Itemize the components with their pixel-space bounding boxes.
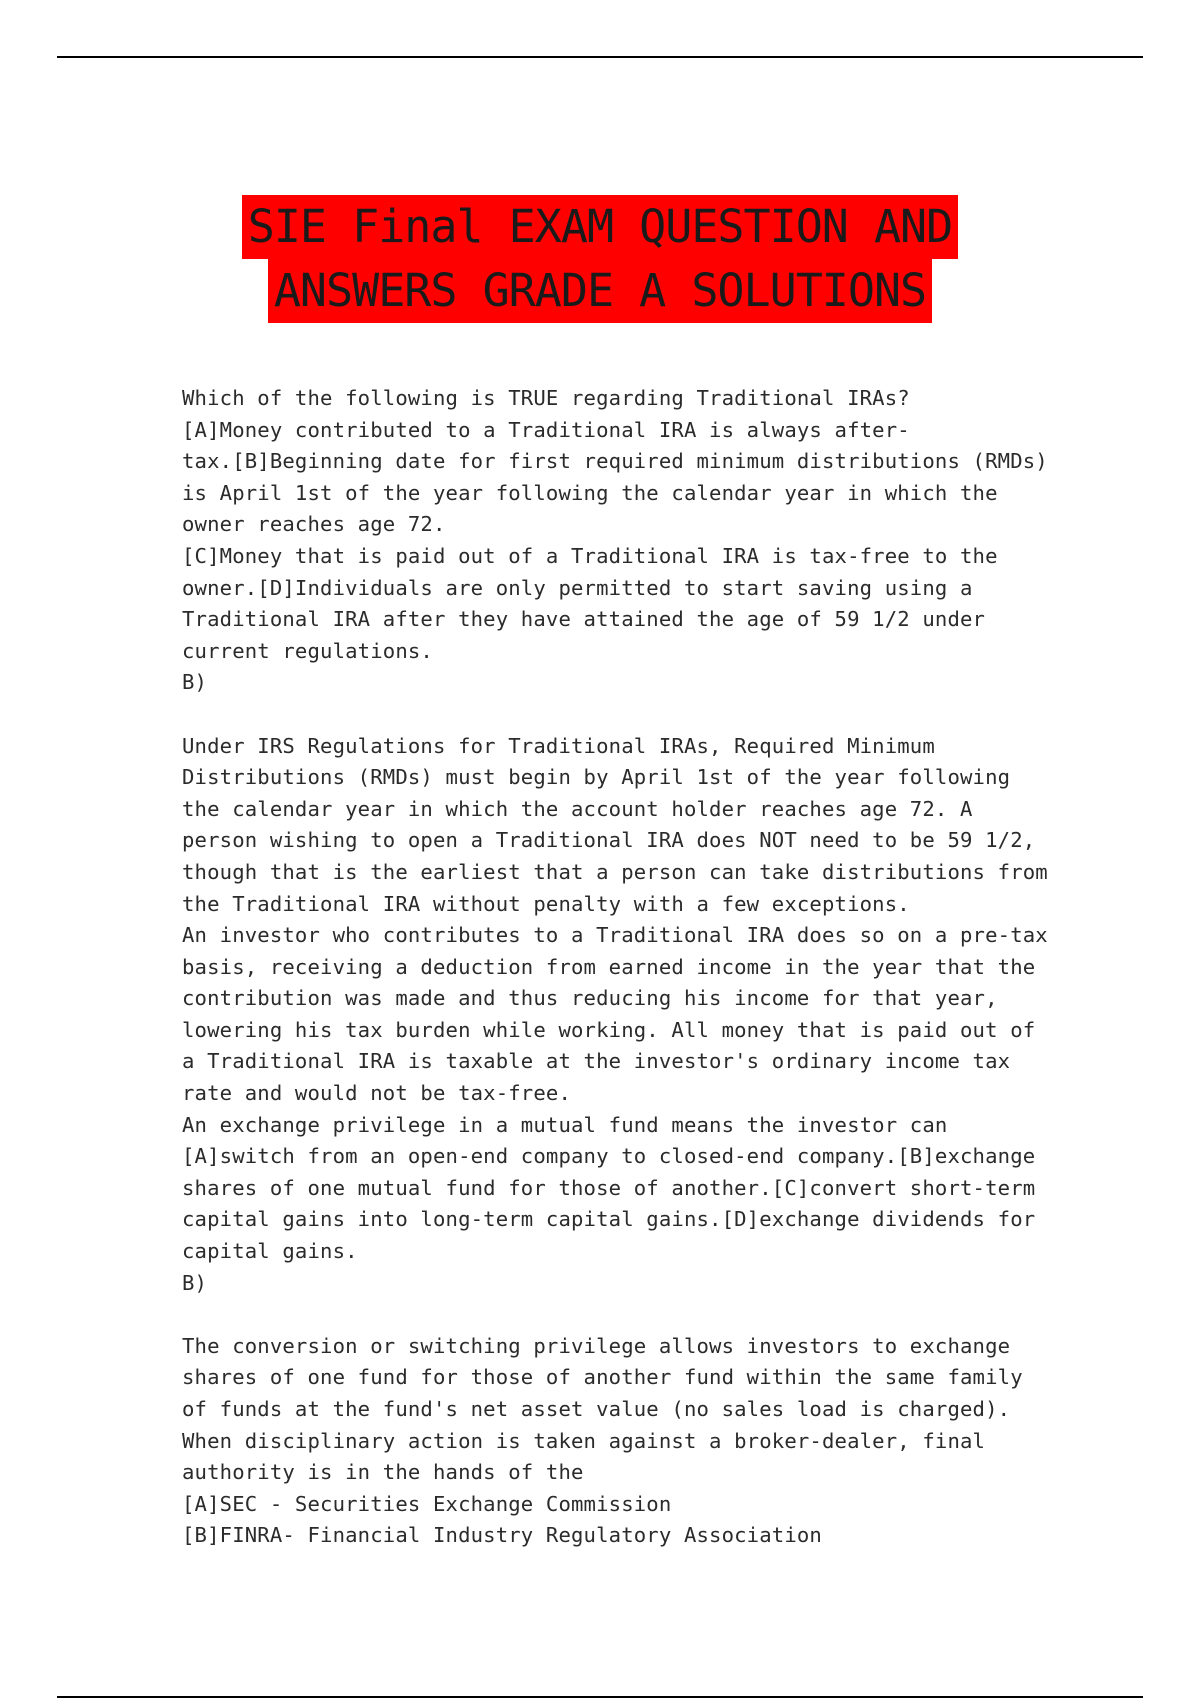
- text-line: tax.[B]Beginning date for first required minimum distributions (RMDs): [182, 449, 1048, 474]
- title-line-1: SIE Final EXAM QUESTION AND: [242, 195, 959, 259]
- text-line: Under IRS Regulations for Traditional IRAs, Required Minimum: [182, 733, 935, 758]
- text-line: [A]SEC - Securities Exchange Commission: [182, 1491, 672, 1516]
- text-line: [A]Money contributed to a Traditional IRA is always after-: [182, 417, 910, 442]
- text-line: [A]switch from an open-end company to closed-end company.[B]exchange: [182, 1144, 1036, 1169]
- text-line: of funds at the fund's net asset value (no sales load is charged).: [182, 1397, 1011, 1421]
- document-body: [182, 383, 1048, 1552]
- text-line: shares of one fund for those of another fund within the same family: [182, 1365, 1023, 1390]
- text-line: An investor who contributes to a Traditional IRA does so on a pre-tax: [182, 923, 1048, 948]
- text-line: basis, receiving a deduction from earned income in the year that the: [182, 954, 1036, 979]
- text-line: current regulations.: [182, 638, 433, 663]
- text-line: lowering his tax burden while working. All money that is paid out of: [182, 1017, 1036, 1042]
- text-line: capital gains.: [182, 1239, 358, 1264]
- title-line-2: ANSWERS GRADE A SOLUTIONS: [268, 259, 932, 323]
- header-rule: [57, 56, 1143, 58]
- text-line: An exchange privilege in a mutual fund means the investor can: [182, 1112, 948, 1137]
- text-line: rate and would not be tax-free.: [182, 1081, 572, 1106]
- text-line: B): [182, 670, 208, 695]
- text-line: [B]FINRA- Financial Industry Regulatory Association: [182, 1523, 822, 1548]
- text-line: owner reaches age 72.: [182, 512, 446, 537]
- text-line: [C]Money that is paid out of a Traditional IRA is tax-free to the: [182, 543, 998, 568]
- text-line: Distributions (RMDs) must begin by April 1st of the year following: [182, 765, 1011, 790]
- text-line: capital gains into long-term capital gains.[D]exchange dividends for: [182, 1207, 1036, 1232]
- text-line: is April 1st of the year following the calendar year in which the: [182, 480, 998, 505]
- text-line: shares of one mutual fund for those of another.[C]convert short-term: [182, 1175, 1036, 1200]
- text-line: the Traditional IRA without penalty with a few exceptions.: [182, 891, 910, 916]
- text-line: contribution was made and thus reducing his income for that year,: [182, 986, 998, 1011]
- text-line: The conversion or switching privilege allows investors to exchange: [182, 1333, 1011, 1358]
- text-line: authority is in the hands of the: [182, 1460, 584, 1485]
- text-line: person wishing to open a Traditional IRA does NOT need to be 59 1/2,: [182, 828, 1036, 853]
- text-line: When disciplinary action is taken against a broker-dealer, final: [182, 1428, 986, 1453]
- document-title: [0, 195, 1200, 323]
- text-line: a Traditional IRA is taxable at the investor's ordinary income tax: [182, 1049, 1011, 1074]
- footer-rule: [57, 1696, 1143, 1698]
- text-line: owner.[D]Individuals are only permitted to start saving using a: [182, 575, 973, 600]
- text-line: though that is the earliest that a person can take distributions from: [182, 859, 1048, 884]
- text-line: B): [182, 1270, 208, 1295]
- text-line: the calendar year in which the account holder reaches age 72. A: [182, 796, 973, 821]
- blank-line: [182, 1299, 1042, 1331]
- text-line: Traditional IRA after they have attained the age of 59 1/2 under: [182, 607, 986, 632]
- text-line: Which of the following is TRUE regarding Traditional IRAs?: [182, 386, 910, 410]
- blank-line: [182, 699, 1042, 731]
